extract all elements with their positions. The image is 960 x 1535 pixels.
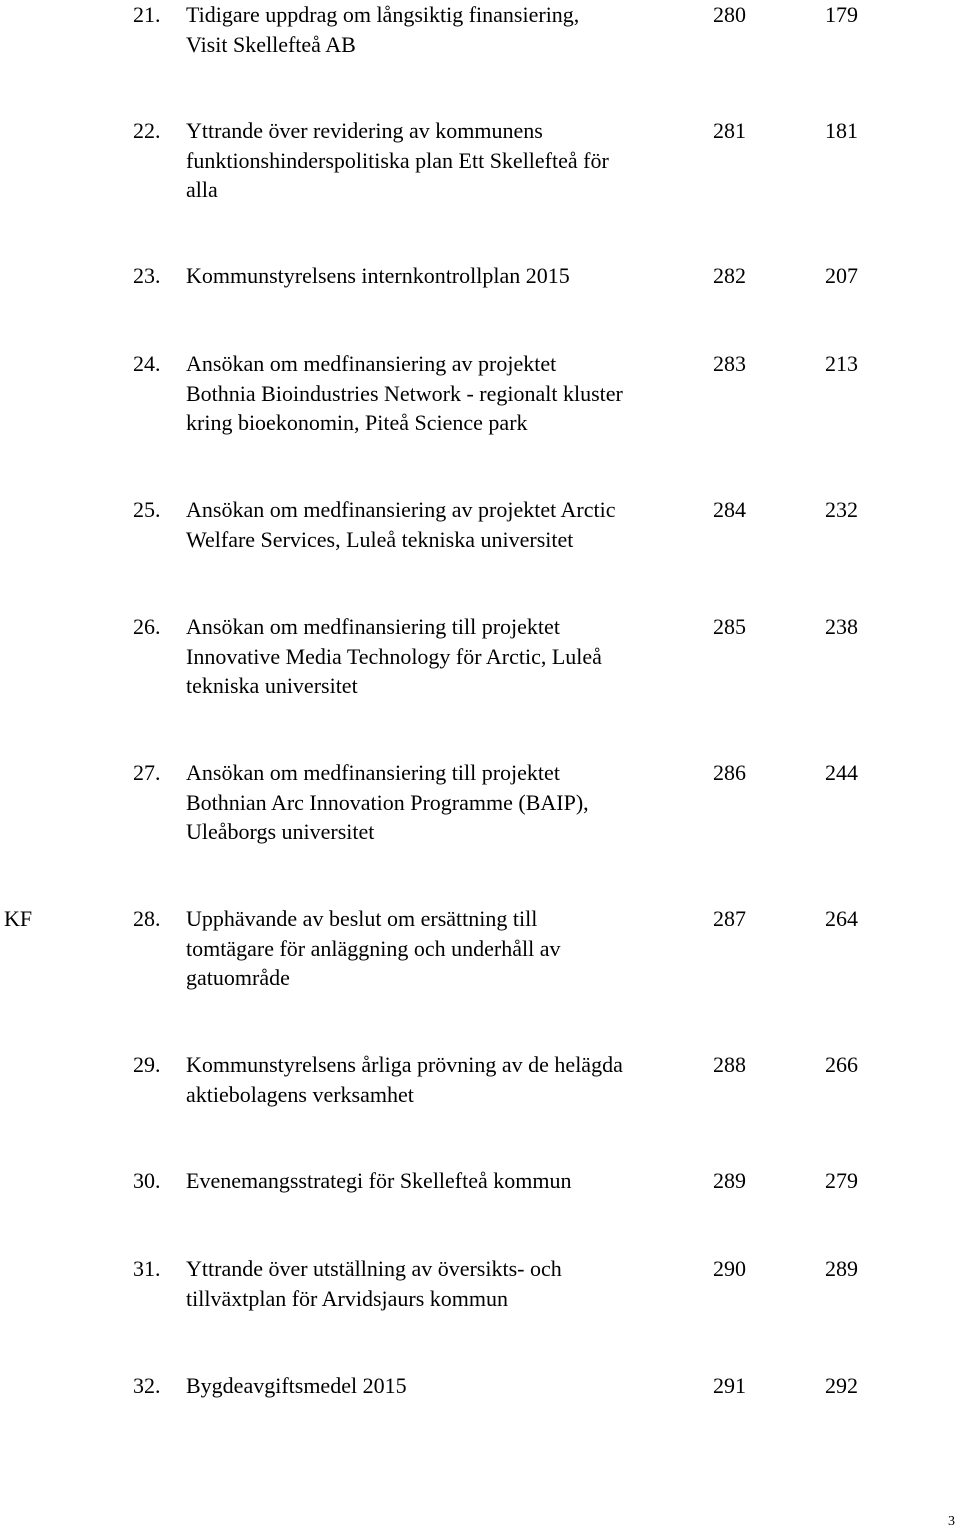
item-title	[186, 349, 696, 438]
item-paragraph: 232	[825, 497, 858, 522]
item-title-line: Upphävande av beslut om ersättning till	[186, 906, 538, 931]
item-paragraph: 213	[825, 351, 858, 376]
agenda-item	[0, 758, 960, 858]
item-title	[186, 0, 696, 59]
item-number: 26.	[133, 614, 161, 639]
item-title-line: Tidigare uppdrag om långsiktig finansiering,	[186, 2, 580, 27]
item-title-line: Kommunstyrelsens årliga prövning av de helägda	[186, 1052, 623, 1077]
item-number: 30.	[133, 1168, 161, 1193]
agenda-item	[0, 904, 960, 1004]
agenda-item	[0, 612, 960, 712]
agenda-item	[0, 349, 960, 449]
item-title	[186, 1166, 696, 1196]
item-title-line: Yttrande över revidering av kommunens	[186, 118, 543, 143]
item-number: 28.	[133, 906, 161, 931]
item-paragraph: 181	[825, 118, 858, 143]
item-paragraph: 244	[825, 760, 858, 785]
item-title-line: Uleåborgs universitet	[186, 819, 375, 844]
item-title-line: Bothnian Arc Innovation Programme (BAIP),	[186, 789, 589, 815]
item-title-line: kring bioekonomin, Piteå Science park	[186, 410, 528, 435]
item-title	[186, 261, 696, 291]
item-number: 21.	[133, 2, 161, 27]
item-page: 284	[713, 497, 746, 522]
item-paragraph: 179	[825, 2, 858, 27]
item-title	[186, 1254, 696, 1313]
item-number: 29.	[133, 1052, 161, 1077]
item-paragraph: 238	[825, 614, 858, 639]
item-title-line: funktionshinderspolitiska plan Ett Skellefteå för	[186, 147, 609, 173]
item-paragraph: 289	[825, 1256, 858, 1281]
item-paragraph: 266	[825, 1052, 858, 1077]
page-number: 3	[948, 1514, 955, 1529]
agenda-item	[0, 495, 960, 595]
item-title	[186, 758, 696, 847]
item-page: 290	[713, 1256, 746, 1281]
item-page: 288	[713, 1052, 746, 1077]
item-number: 27.	[133, 760, 161, 785]
item-title-line: tillväxtplan för Arvidsjaurs kommun	[186, 1285, 509, 1311]
item-title-line: Kommunstyrelsens internkontrollplan 2015	[186, 263, 570, 288]
item-title	[186, 612, 696, 701]
item-title-line: Ansökan om medfinansiering till projektet	[186, 614, 560, 639]
item-number: 32.	[133, 1373, 161, 1398]
agenda-item	[0, 0, 960, 100]
item-title-line: tekniska universitet	[186, 673, 358, 698]
item-prefix: KF	[4, 906, 33, 931]
item-title-line: Ansökan om medfinansiering av projektet Arctic	[186, 497, 616, 522]
item-title-line: Ansökan om medfinansiering av projektet	[186, 351, 557, 376]
item-title-line: Bygdeavgiftsmedel 2015	[186, 1373, 407, 1398]
agenda-item	[0, 1166, 960, 1266]
item-page: 280	[713, 2, 746, 27]
item-title	[186, 116, 696, 205]
item-title	[186, 904, 696, 993]
item-number: 25.	[133, 497, 161, 522]
agenda-item	[0, 116, 960, 216]
item-title-line: aktiebolagens verksamhet	[186, 1081, 414, 1107]
item-number: 24.	[133, 351, 161, 376]
agenda-item	[0, 1254, 960, 1354]
item-page: 287	[713, 906, 746, 931]
item-page: 289	[713, 1168, 746, 1193]
item-title	[186, 1050, 696, 1109]
item-title-line: tomtägare för anläggning och underhåll av	[186, 935, 561, 961]
item-title-line: Bothnia Bioindustries Network - regionalt kluster	[186, 380, 623, 406]
item-title-line: Ansökan om medfinansiering till projektet	[186, 760, 560, 785]
item-number: 31.	[133, 1256, 161, 1281]
item-paragraph: 279	[825, 1168, 858, 1193]
agenda-item	[0, 1050, 960, 1150]
item-paragraph: 207	[825, 263, 858, 288]
item-paragraph: 264	[825, 906, 858, 931]
item-title	[186, 1371, 696, 1401]
item-page: 281	[713, 118, 746, 143]
item-page: 283	[713, 351, 746, 376]
item-number: 23.	[133, 263, 161, 288]
item-title-line: Welfare Services, Luleå tekniska universitet	[186, 526, 574, 552]
agenda-item	[0, 261, 960, 361]
item-number: 22.	[133, 118, 161, 143]
item-title-line: Yttrande över utställning av översikts- och	[186, 1256, 562, 1281]
item-title-line: Evenemangsstrategi för Skellefteå kommun	[186, 1168, 572, 1193]
agenda-item	[0, 1371, 960, 1471]
item-title-line: gatuområde	[186, 965, 290, 990]
item-title-line: Visit Skellefteå AB	[186, 31, 356, 57]
item-paragraph: 292	[825, 1373, 858, 1398]
item-page: 286	[713, 760, 746, 785]
item-page: 282	[713, 263, 746, 288]
item-title-line: alla	[186, 177, 218, 202]
item-page: 285	[713, 614, 746, 639]
item-page: 291	[713, 1373, 746, 1398]
item-title	[186, 495, 696, 554]
item-title-line: Innovative Media Technology för Arctic, Luleå	[186, 643, 602, 669]
